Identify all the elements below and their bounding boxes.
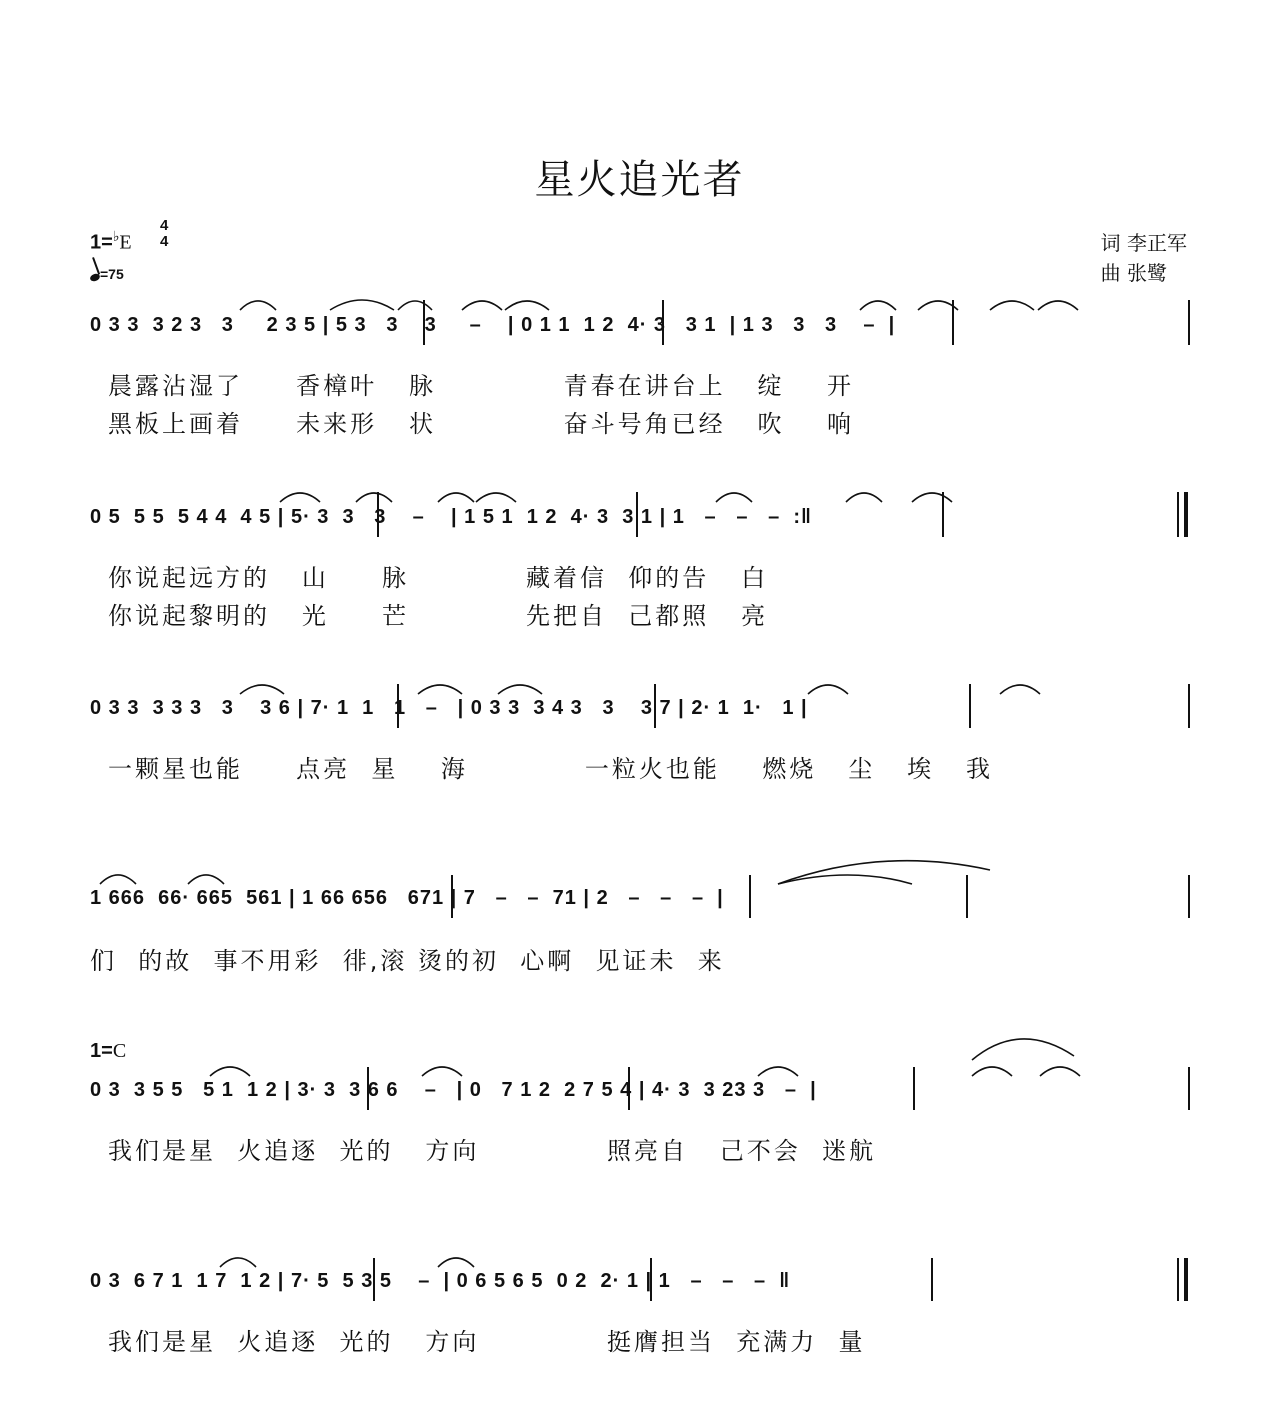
key-note: E <box>119 231 132 254</box>
notation-line-4: 1 666 66· 665 561 | 1 66 656 671 | 7 – – 71 | 2 – – – | <box>90 887 724 909</box>
song-title: 星火追光者 <box>534 157 745 203</box>
flat-sign: ♭ <box>112 228 120 244</box>
notation-line-1: 0 3 3 3 2 3 3 2 3 5 | 5 3 3 3 – | 0 1 1 1 2 4· 3 3 1 | 1 3 3 3 – | <box>90 314 896 336</box>
modulation-prefix: 1= <box>90 1040 113 1062</box>
lyric-line-3: 一颗星也能 点亮 星 海 一粒火也能 燃烧 尘 埃 我 <box>108 755 994 783</box>
lyric-line-2b: 你说起黎明的 光 芒 先把自 己都照 亮 <box>108 602 769 630</box>
lyric-line-1a: 晨露沾湿了 香樟叶 脉 青春在讲台上 绽 开 <box>108 372 854 400</box>
notation-line-3: 0 3 3 3 3 3 3 3 6 | 7· 1 1 1 – | 0 3 3 3 4 3 3 3 7 | 2· 1 1· 1 | <box>90 697 808 719</box>
time-signature-top: 4 <box>160 217 169 234</box>
composer: 曲 张鹭 <box>1100 261 1167 285</box>
lyric-line-2a: 你说起远方的 山 脉 藏着信 仰的告 白 <box>108 564 769 592</box>
modulation-note: C <box>112 1040 127 1062</box>
tempo-value: =75 <box>100 266 124 282</box>
lyric-line-4: 们 的故 事不用彩 徘,滚 烫的初 心啊 见证未 来 <box>90 947 725 975</box>
key-prefix: 1= <box>90 231 113 254</box>
notation-line-5: 0 3 3 5 5 5 1 1 2 | 3· 3 3 6 6 – | 0 7 1 2 2 7 5 4 | 4· 3 3 23 3 – | <box>90 1079 817 1101</box>
lyricist: 词 李正军 <box>1100 231 1187 255</box>
notation-line-2: 0 5 5 5 5 4 4 4 5 | 5· 3 3 3 – | 1 5 1 1 2 4· 3 3 1 | 1 – – – :‖ <box>90 506 812 528</box>
lyric-line-1b: 黑板上画着 未来形 状 奋斗号角已经 吹 响 <box>108 410 854 438</box>
lyric-line-5: 我们是星 火追逐 光的 方向 照亮自 己不会 迷航 <box>108 1137 877 1165</box>
notation-line-6: 0 3 6 7 1 1 7 1 2 | 7· 5 5 3 5 – | 0 6 5 6 5 0 2 2· 1 | 1 – – – ‖ <box>90 1270 791 1292</box>
time-signature-bottom: 4 <box>160 233 169 250</box>
lyric-line-6: 我们是星 火追逐 光的 方向 挺膺担当 充满力 量 <box>108 1328 866 1356</box>
